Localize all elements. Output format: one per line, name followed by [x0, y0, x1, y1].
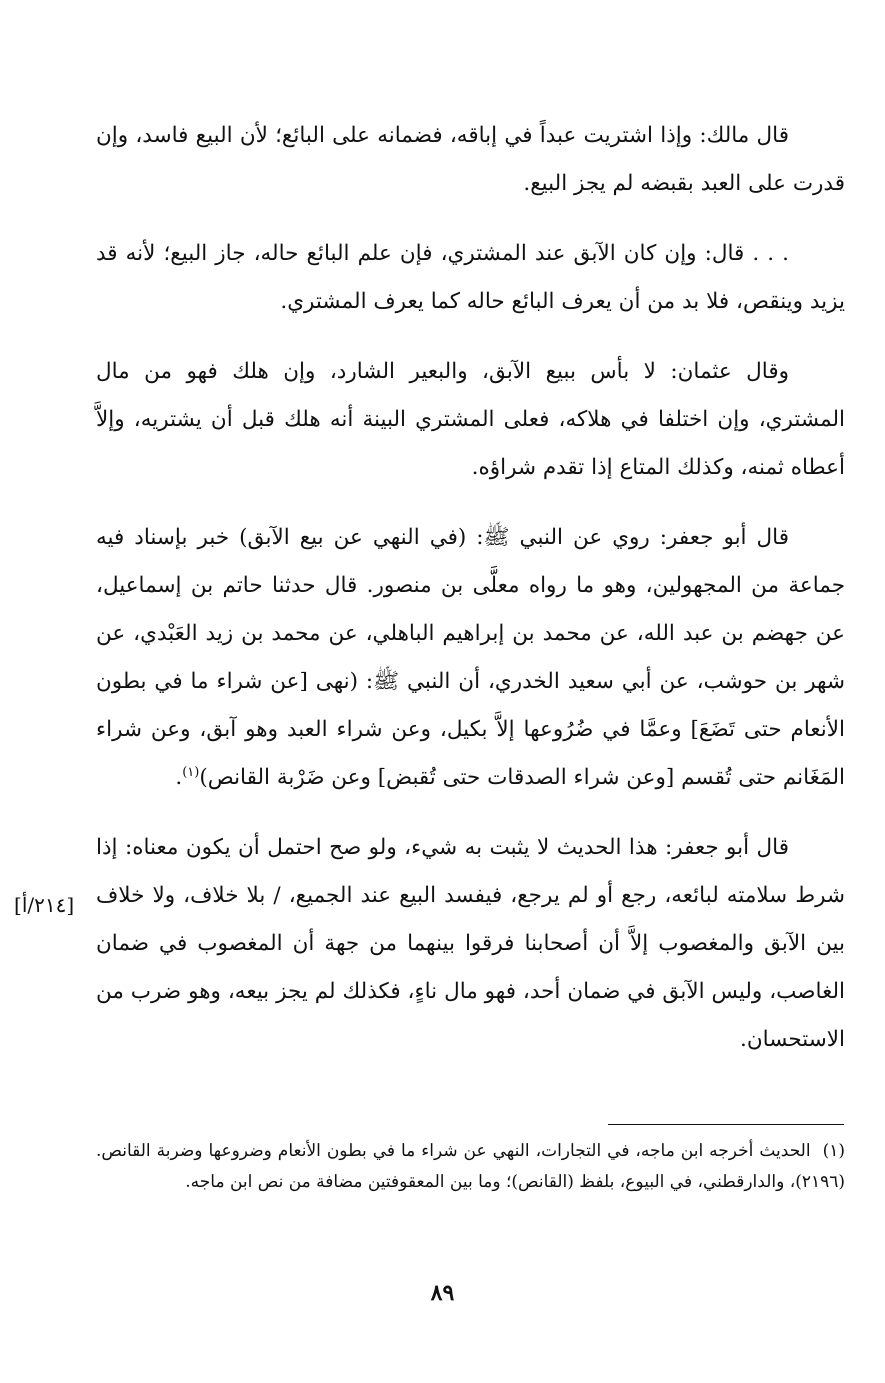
paragraph-text: وقال عثمان: لا بأس ببيع الآبق، والبعير الشارد، وإن هلك فهو من مال المشتري، وإن اختلفا في هلاكه، فعلى المشتري البينة أنه هلك قبل أن يشتريه، وإلاَّ أعطاه ثمنه، وكذلك المتاع إذا تقدم شراؤه.: [96, 359, 845, 480]
main-text: [96, 112, 845, 1086]
paragraph-text: [96, 514, 845, 802]
paragraph-text: قال مالك: وإذا اشتريت عبداً في إباقه، فضمانه على البائع؛ لأن البيع فاسد، وإن قدرت على العبد بقبضه لم يجز البيع.: [96, 123, 845, 196]
page-number: ٨٩: [430, 1280, 455, 1306]
paragraph-3: [96, 348, 845, 492]
paragraph-1: [96, 112, 845, 208]
footnote-number: (١): [822, 1141, 845, 1161]
paragraph-text: . . . قال: وإن كان الآبق عند المشتري، فإن علم البائع حاله، جاز البيع؛ لأنه قد يزيد وينقص، فلا بد من أن يعرف البائع حاله كما يعرف المشتري.: [96, 241, 845, 314]
paragraph-body: قال أبو جعفر: روي عن النبي ﷺ: (في النهي عن بيع الآبق) خبر بإسناد فيه جماعة من المجهولين، وهو ما رواه معلَّى بن منصور. قال حدثنا حاتم بن إسماعيل، عن جهضم بن عبد الله، عن محمد بن إبراهيم الباهلي، عن محمد بن زيد العَبْدي، عن شهر بن حوشب، عن أبي سعيد الخدري، أن النبي ﷺ: (نهى [عن شراء ما في بطون الأنعام حتى تَضَعَ] وعمَّا في ضُرُوعها إلاَّ بكيل، وعن شراء العبد وهو آبق، وعن شراء المَغَانم حتى تُقسم [وعن شراء الصدقات حتى تُقبض] وعن ضَرْبة القانص): [96, 525, 845, 790]
footnote-1: [96, 1136, 845, 1198]
paragraph-end-period: .: [175, 765, 183, 790]
manuscript-folio-marker: [٢١٤/أ]: [14, 893, 75, 917]
paragraph-2: [96, 230, 845, 326]
paragraph-5: [96, 824, 845, 1064]
paragraph-4: [96, 514, 845, 802]
footnote-reference[interactable]: (١): [182, 764, 200, 780]
footnote-text: الحديث أخرجه ابن ماجه، في التجارات، النهي عن شراء ما في بطون الأنعام وضروعها وضربة القانص. (٢١٩٦)، والدارقطني، في البيوع، بلفظ (القانص)؛ وما بين المعقوفتين مضافة من نص ابن ماجه.: [96, 1141, 845, 1192]
footnote-separator: [608, 1124, 844, 1125]
paragraph-text: قال أبو جعفر: هذا الحديث لا يثبت به شيء، ولو صح احتمل أن يكون معناه: إذا شرط سلامته لبائعه، رجع أو لم يرجع، فيفسد البيع عند الجميع، / بلا خلاف، ولا خلاف بين الآبق والمغصوب إلاَّ أن أصحابنا فرقوا بينهما من جهة أن المغصوب في ضمان الغاصب، وليس الآبق في ضمان أحد، فهو مال ناءٍ، فكذلك لم يجز بيعه، وهو ضرب من الاستحسان.: [96, 835, 845, 1052]
footnotes: [96, 1136, 845, 1198]
